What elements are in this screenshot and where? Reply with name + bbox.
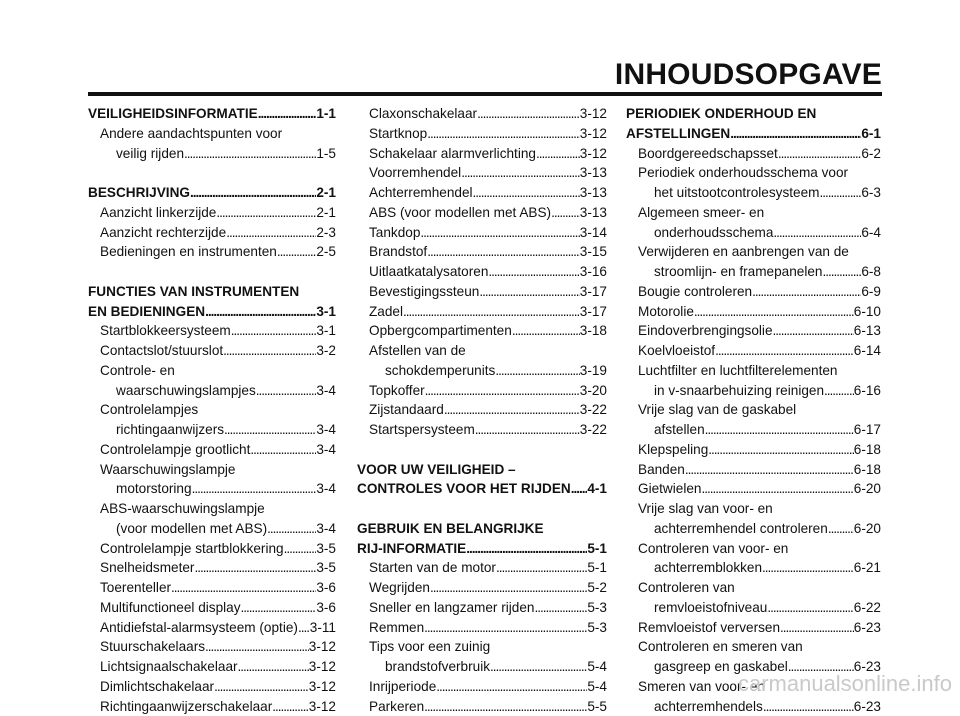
toc-entry[interactable] [88, 242, 336, 262]
toc-entry[interactable] [626, 302, 881, 322]
entry-title: Inrijperiode [369, 677, 436, 697]
page-number: 6-23 [854, 618, 881, 638]
leader-dots [551, 203, 580, 223]
leader-dots [427, 124, 580, 144]
toc-entry[interactable] [88, 697, 336, 716]
page-number: 5-1 [587, 539, 607, 559]
toc-entry[interactable] [88, 618, 336, 638]
toc-entry[interactable] [357, 124, 607, 144]
entry-title: Zijstandaard [369, 400, 444, 420]
page-number: 3-12 [309, 697, 336, 716]
page-number: 6-13 [854, 321, 881, 341]
page-number: 3-13 [580, 203, 607, 223]
toc-entry[interactable] [626, 558, 881, 578]
page-number: 2-1 [316, 203, 336, 223]
leader-dots [444, 400, 580, 420]
entry-title: Controlelampje grootlicht [100, 440, 250, 460]
page-number: 3-12 [580, 144, 607, 164]
page-number: 3-1 [316, 321, 336, 341]
entry-title: brandstofverbruik [385, 657, 490, 677]
leader-dots [778, 144, 862, 164]
leader-dots [466, 539, 587, 559]
leader-dots [773, 223, 861, 243]
page-number: 5-4 [587, 677, 607, 697]
leader-dots [284, 539, 317, 559]
leader-dots [536, 144, 580, 164]
toc-entry[interactable] [357, 203, 607, 223]
entry-title: Toerenteller [100, 578, 171, 598]
page-number: 3-6 [316, 598, 336, 618]
leader-dots [819, 183, 861, 203]
toc-entry[interactable] [88, 519, 336, 539]
entry-title: Claxonschakelaar [369, 104, 477, 124]
toc-entry[interactable] [88, 223, 336, 243]
toc-entry[interactable] [626, 183, 881, 203]
entry-title: Startspersysteem [369, 420, 475, 440]
toc-entry-line[interactable]: Tips voor een zuinig [357, 637, 607, 657]
toc-entry[interactable] [88, 321, 336, 341]
page-number: 3-1 [316, 302, 336, 322]
toc-entry-line[interactable]: Afstellen van de [357, 341, 607, 361]
entry-title: Bougie controleren [638, 282, 752, 302]
toc-entry[interactable] [357, 144, 607, 164]
leader-dots [205, 637, 309, 657]
title-rule [88, 92, 882, 96]
entry-title: Banden [638, 460, 685, 480]
leader-dots [427, 242, 580, 262]
toc-section[interactable] [626, 124, 881, 144]
toc-entry[interactable] [626, 697, 881, 716]
toc-entry-line[interactable]: Periodiek onderhoudsschema voor [626, 163, 881, 183]
toc-entry[interactable] [626, 440, 881, 460]
toc-column-1 [88, 104, 336, 716]
page-number: 3-4 [316, 381, 336, 401]
page-number: 3-12 [309, 657, 336, 677]
leader-dots [194, 558, 316, 578]
entry-title: Schakelaar alarmverlichting [369, 144, 536, 164]
page-number: 3-15 [580, 242, 607, 262]
entry-title: Antidiefstal-alarmsysteem (optie) [100, 618, 298, 638]
entry-title: in v-snaarbehuizing reinigen [654, 381, 824, 401]
page-number: 1-5 [316, 144, 336, 164]
toc-entry-line[interactable]: Controleren en smeren van [626, 637, 881, 657]
toc-section[interactable] [88, 183, 336, 203]
toc-section[interactable] [88, 302, 336, 322]
leader-dots [701, 479, 853, 499]
page-number: 3-12 [309, 677, 336, 697]
toc-section-line[interactable]: FUNCTIES VAN INSTRUMENTEN [88, 282, 336, 302]
toc-section[interactable] [357, 479, 607, 499]
entry-title: Aanzicht rechterzijde [100, 223, 226, 243]
entry-title: Dimlichtschakelaar [100, 677, 214, 697]
leader-dots [495, 361, 579, 381]
toc-section-line[interactable]: PERIODIEK ONDERHOUD EN [626, 104, 881, 124]
page-number: 6-16 [854, 381, 881, 401]
page-number: 3-16 [580, 262, 607, 282]
toc-entry[interactable] [88, 578, 336, 598]
toc-section[interactable] [88, 104, 336, 124]
toc-entry[interactable] [626, 479, 881, 499]
leader-dots [436, 677, 587, 697]
section-title: AFSTELLINGEN [626, 124, 730, 144]
leader-dots [762, 558, 854, 578]
page-number: 3-12 [309, 637, 336, 657]
entry-title: Achterremhendel [369, 183, 473, 203]
page-number: 2-3 [316, 223, 336, 243]
leader-dots [192, 479, 317, 499]
leader-dots [730, 124, 861, 144]
entry-title: achterremhendels [654, 697, 763, 716]
entry-title: onderhoudsschema [654, 223, 773, 243]
toc-entry[interactable] [88, 677, 336, 697]
entry-title: Startblokkeersysteem [100, 321, 231, 341]
leader-dots [214, 677, 309, 697]
toc-entry[interactable] [88, 637, 336, 657]
page-number: 3-5 [316, 539, 336, 559]
toc-entry[interactable] [357, 282, 607, 302]
toc-entry[interactable] [88, 558, 336, 578]
toc-entry[interactable] [357, 578, 607, 598]
entry-title: motorstoring [116, 479, 192, 499]
toc-entry[interactable] [88, 420, 336, 440]
toc-entry[interactable] [357, 420, 607, 440]
page-number: 5-3 [587, 618, 607, 638]
page-number: 6-4 [861, 223, 881, 243]
toc-entry[interactable] [357, 183, 607, 203]
leader-dots [715, 341, 854, 361]
page-number: 3-2 [316, 341, 336, 361]
entry-title: Startknop [369, 124, 427, 144]
entry-title: Motorolie [638, 302, 694, 322]
toc-entry[interactable] [357, 321, 607, 341]
leader-dots [425, 381, 580, 401]
page-number: 6-9 [861, 282, 881, 302]
page-number: 3-12 [580, 104, 607, 124]
leader-dots [430, 578, 587, 598]
leader-dots [258, 104, 317, 124]
toc-entry[interactable] [626, 420, 881, 440]
leader-dots [256, 381, 317, 401]
page-number: 3-14 [580, 223, 607, 243]
page-number: 5-3 [587, 598, 607, 618]
toc-entry-line[interactable]: Luchtfilter en luchtfilterelementen [626, 361, 881, 381]
page-number: 3-4 [316, 420, 336, 440]
toc-entry[interactable] [357, 302, 607, 322]
leader-dots [424, 697, 587, 716]
page-number: 6-18 [854, 460, 881, 480]
leader-dots [685, 460, 854, 480]
page-number: 6-14 [854, 341, 881, 361]
entry-title: achterremblokken [654, 558, 762, 578]
toc-entry-line[interactable]: Verwijderen en aanbrengen van de [626, 242, 881, 262]
page-number: 6-3 [861, 183, 881, 203]
leader-dots [231, 321, 317, 341]
page-number: 6-20 [854, 519, 881, 539]
toc-entry-line[interactable]: Waarschuwingslampje [88, 460, 336, 480]
page-number: 6-2 [861, 144, 881, 164]
toc-section-line[interactable]: VOOR UW VEILIGHEID – [357, 460, 607, 480]
page-number: 3-18 [580, 321, 607, 341]
page-number: 6-21 [854, 558, 881, 578]
entry-title: (voor modellen met ABS) [116, 519, 267, 539]
entry-title: Stuurschakelaars [100, 637, 205, 657]
page-number: 4-1 [587, 479, 607, 499]
toc-section[interactable] [357, 539, 607, 559]
toc-entry[interactable] [626, 223, 881, 243]
toc-column-2 [357, 104, 607, 716]
toc-entry-line[interactable]: Controlelampjes [88, 400, 336, 420]
entry-title: Wegrijden [369, 578, 430, 598]
toc-entry-line[interactable]: Controleren van voor- en [626, 539, 881, 559]
toc-entry-line[interactable]: Smeren van voor- en [626, 677, 881, 697]
entry-title: Parkeren [369, 697, 424, 716]
toc-entry-line[interactable]: Controle- en [88, 361, 336, 381]
toc-entry[interactable] [357, 400, 607, 420]
leader-dots [767, 598, 853, 618]
toc-entry[interactable] [88, 539, 336, 559]
toc-entry-line[interactable]: Andere aandachtspunten voor [88, 124, 336, 144]
entry-title: Boordgereedschapsset [638, 144, 778, 164]
leader-dots [267, 519, 316, 539]
toc-entry-line[interactable]: Controleren van [626, 578, 881, 598]
page-number: 3-13 [580, 163, 607, 183]
toc-entry[interactable] [626, 519, 881, 539]
toc-entry[interactable] [88, 341, 336, 361]
page-number: 3-17 [580, 302, 607, 322]
leader-dots [496, 558, 587, 578]
page-number: 3-4 [316, 440, 336, 460]
page-number: 3-5 [316, 558, 336, 578]
leader-dots [773, 321, 854, 341]
leader-dots [477, 104, 580, 124]
entry-title: Multifunctioneel display [100, 598, 241, 618]
page-number: 5-5 [587, 697, 607, 716]
toc-entry[interactable] [88, 479, 336, 499]
toc-entry-line[interactable]: Vrije slag van voor- en [626, 499, 881, 519]
page-number: 5-1 [587, 558, 607, 578]
page-number: 3-22 [580, 400, 607, 420]
entry-title: gasgreep en gaskabel [654, 657, 788, 677]
page-number: 5-4 [587, 657, 607, 677]
leader-dots [241, 598, 317, 618]
leader-dots [224, 420, 316, 440]
toc-entry[interactable] [357, 361, 607, 381]
toc-entry[interactable] [357, 242, 607, 262]
watermark: carmanualsonline.info [738, 671, 952, 697]
toc-entry[interactable] [626, 618, 881, 638]
entry-title: Voorremhendel [369, 163, 461, 183]
entry-title: Richtingaanwijzerschakelaar [100, 697, 272, 716]
page-number: 6-20 [854, 479, 881, 499]
toc-entry[interactable] [626, 321, 881, 341]
page-number: 6-23 [854, 657, 881, 677]
leader-dots [190, 183, 316, 203]
leader-dots [512, 321, 580, 341]
toc-entry[interactable] [626, 282, 881, 302]
page-number: 3-4 [316, 479, 336, 499]
entry-title: Eindoverbrengingsolie [638, 321, 773, 341]
entry-title: Starten van de motor [369, 558, 496, 578]
toc-entry[interactable] [626, 262, 881, 282]
page-number: 3-19 [580, 361, 607, 381]
toc-entry[interactable] [88, 381, 336, 401]
toc-entry[interactable] [88, 657, 336, 677]
entry-title: Brandstof [369, 242, 427, 262]
leader-dots [473, 183, 580, 203]
toc-entry[interactable] [88, 144, 336, 164]
page-number: 6-23 [854, 697, 881, 716]
page-number: 6-22 [854, 598, 881, 618]
toc-entry[interactable] [88, 598, 336, 618]
entry-title: Remvloeistof verversen [638, 618, 780, 638]
toc-entry[interactable] [626, 460, 881, 480]
page-number: 2-5 [316, 242, 336, 262]
leader-dots [475, 420, 580, 440]
toc-entry[interactable] [626, 341, 881, 361]
leader-dots [238, 657, 309, 677]
leader-dots [298, 618, 310, 638]
toc-entry[interactable] [626, 144, 881, 164]
toc-entry[interactable] [357, 697, 607, 716]
toc-entry-line[interactable]: Algemeen smeer- en [626, 203, 881, 223]
toc-column-3 [626, 104, 881, 716]
leader-dots [705, 420, 854, 440]
toc-entry[interactable] [357, 223, 607, 243]
toc-section-line[interactable]: GEBRUIK EN BELANGRIJKE [357, 519, 607, 539]
section-title: RIJ-INFORMATIE [357, 539, 466, 559]
section-title: EN BEDIENINGEN [88, 302, 205, 322]
page-number: 3-20 [580, 381, 607, 401]
toc-entry-line[interactable]: Vrije slag van de gaskabel [626, 400, 881, 420]
toc-entry[interactable] [357, 104, 607, 124]
leader-dots [461, 163, 580, 183]
entry-title: Klepspeling [638, 440, 708, 460]
entry-title: Gietwielen [638, 479, 701, 499]
leader-dots [752, 282, 861, 302]
leader-dots [226, 223, 316, 243]
entry-title: veilig rijden [116, 144, 184, 164]
page-number: 3-6 [316, 578, 336, 598]
entry-title: Snelheidsmeter [100, 558, 194, 578]
page-number: 3-11 [310, 618, 336, 638]
leader-dots [420, 223, 579, 243]
entry-title: Bevestigingssteun [369, 282, 479, 302]
section-title: VEILIGHEIDSINFORMATIE [88, 104, 258, 124]
entry-title: ABS (voor modellen met ABS) [369, 203, 551, 223]
leader-dots [216, 203, 316, 223]
entry-title: stroomlijn- en framepanelen [654, 262, 823, 282]
page-number: 3-4 [316, 519, 336, 539]
page-number: 6-1 [861, 124, 881, 144]
toc-entry[interactable] [357, 262, 607, 282]
entry-title: Aanzicht linkerzijde [100, 203, 216, 223]
entry-title: Lichtsignaalschakelaar [100, 657, 238, 677]
entry-title: Uitlaatkatalysatoren [369, 262, 488, 282]
page-number: 6-10 [854, 302, 881, 322]
page-number: 6-17 [854, 420, 881, 440]
leader-dots [823, 262, 862, 282]
entry-title: Contactslot/stuurslot [100, 341, 223, 361]
toc-entry[interactable] [357, 598, 607, 618]
toc-entry[interactable] [88, 440, 336, 460]
toc-entry[interactable] [626, 598, 881, 618]
leader-dots [184, 144, 316, 164]
section-title: CONTROLES VOOR HET RIJDEN [357, 479, 571, 499]
leader-dots [272, 697, 309, 716]
toc-entry[interactable] [357, 381, 607, 401]
entry-title: Koelvloeistof [638, 341, 715, 361]
section-title: BESCHRIJVING [88, 183, 190, 203]
leader-dots [780, 618, 854, 638]
toc-entry[interactable] [357, 657, 607, 677]
leader-dots [824, 381, 854, 401]
page-number: 3-22 [580, 420, 607, 440]
entry-title: remvloeistofniveau [654, 598, 767, 618]
entry-title: Tankdop [369, 223, 420, 243]
toc-entry[interactable] [357, 677, 607, 697]
leader-dots [490, 657, 587, 677]
leader-dots [763, 697, 854, 716]
leader-dots [223, 341, 316, 361]
entry-title: achterremhendel controleren [654, 519, 828, 539]
leader-dots [205, 302, 316, 322]
leader-dots [171, 578, 316, 598]
toc-entry[interactable] [357, 618, 607, 638]
entry-title: afstellen [654, 420, 705, 440]
leader-dots [488, 262, 579, 282]
leader-dots [571, 479, 588, 499]
leader-dots [250, 440, 316, 460]
page-number: 1-1 [316, 104, 336, 124]
page-number: 5-2 [587, 578, 607, 598]
toc-entry-line[interactable]: ABS-waarschuwingslampje [88, 499, 336, 519]
leader-dots [403, 302, 580, 322]
leader-dots [424, 618, 587, 638]
page-number: 6-8 [861, 262, 881, 282]
leader-dots [534, 598, 587, 618]
page-number: 3-12 [580, 124, 607, 144]
entry-title: het uitstootcontrolesysteem [654, 183, 819, 203]
toc-entry[interactable] [357, 163, 607, 183]
leader-dots [479, 282, 579, 302]
leader-dots [828, 519, 854, 539]
toc-entry[interactable] [626, 381, 881, 401]
entry-title: richtingaanwijzers [116, 420, 224, 440]
toc-entry[interactable] [88, 203, 336, 223]
leader-dots [694, 302, 854, 322]
leader-dots [277, 242, 316, 262]
entry-title: Zadel [369, 302, 403, 322]
entry-title: Remmen [369, 618, 424, 638]
entry-title: schokdemperunits [385, 361, 495, 381]
entry-title: waarschuwingslampjes [116, 381, 256, 401]
entry-title: Topkoffer [369, 381, 425, 401]
page-number: 3-13 [580, 183, 607, 203]
page-number: 3-17 [580, 282, 607, 302]
entry-title: Controlelampje startblokkering [100, 539, 284, 559]
entry-title: Opbergcompartimenten [369, 321, 512, 341]
entry-title: Bedieningen en instrumenten [100, 242, 277, 262]
page-title: INHOUDSOPGAVE [615, 58, 882, 92]
leader-dots [708, 440, 853, 460]
page-number: 6-18 [854, 440, 881, 460]
page-number: 2-1 [316, 183, 336, 203]
entry-title: Sneller en langzamer rijden [369, 598, 534, 618]
toc-entry[interactable] [357, 558, 607, 578]
